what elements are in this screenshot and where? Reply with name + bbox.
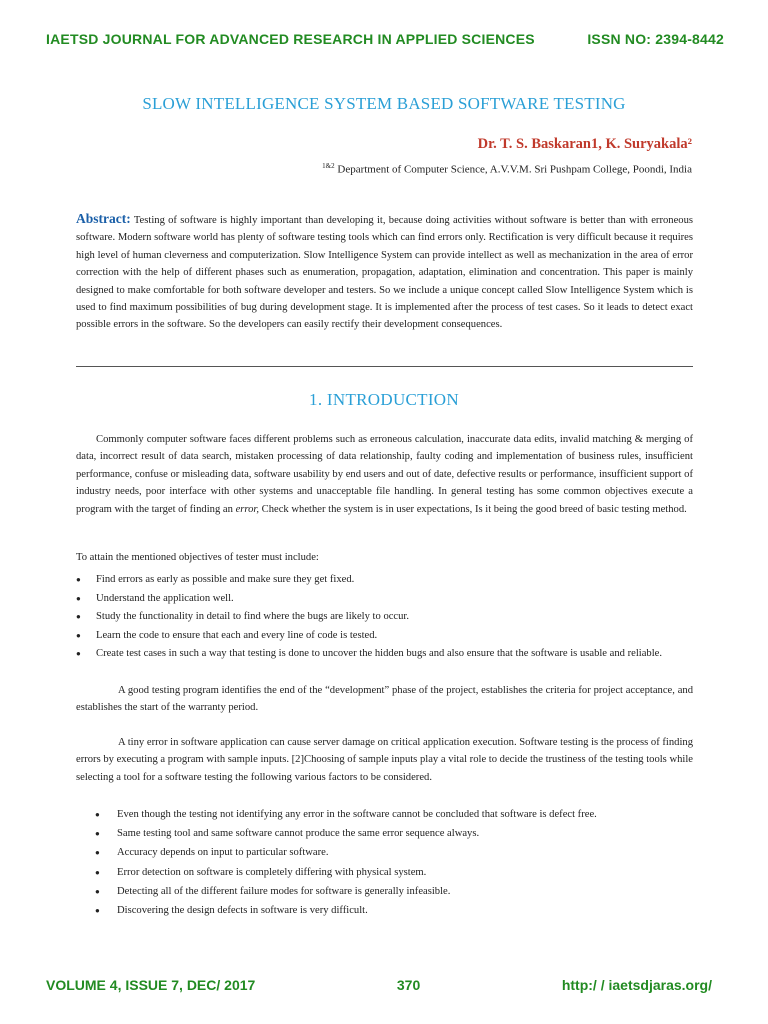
factors-list [95, 805, 693, 920]
abstract [76, 210, 693, 334]
intro-paragraph-3: A tiny error in software application can cause server damage on critical application execution. Software testing is the process of finding errors by executing a program with sample inputs. [2]Choosing of sample inputs play a vital role to decide the trustiness of the testing tools while selecting a tool for a software testing the following various factors to be considered. [76, 737, 693, 783]
objectives-list [76, 571, 693, 664]
list-item: ● Discovering the design defects in software is very difficult. [95, 901, 693, 920]
list-item: ● Find errors as early as possible and make sure they get fixed. [76, 571, 693, 590]
list-item: ● Understand the application well. [76, 590, 693, 609]
list-item: ● Error detection on software is completely differing with physical system. [95, 863, 693, 882]
volume-issue: VOLUME 4, ISSUE 7, DEC/ 2017 [46, 977, 256, 993]
abstract-label: Abstract: [76, 211, 131, 226]
page-number: 370 [396, 977, 421, 993]
journal-footer [46, 977, 712, 993]
intro-paragraph-2: A good testing program identifies the end of the “development” phase of the project, establishes the criteria for project acceptance, and establishes the start of the warranty period. [76, 685, 693, 714]
intro-paragraph-1 [76, 431, 693, 518]
affiliation-text: Department of Computer Science, A.V.V.M. Sri Pushpam College, Poondi, India [337, 163, 692, 176]
list-item: ● Learn the code to ensure that each and every line of code is tested. [76, 627, 693, 646]
intro-paragraph-1-text: Commonly computer software faces different problems such as erroneous calculation, inaccurate data edits, invalid matching & merging of data, incorrect result of data search, mistaken processing of data relationship, faulty coding and implementation of business rules, insufficient performance, confuse or misleading data, software usability by end users and out of date, defective results or performance, insufficient support of industry needs, poor interface with other systems and unacceptable file handling. In general testing has some common objectives execute a program with the target of finding an [76, 434, 693, 515]
list-item: ● Create test cases in such a way that testing is done to uncover the hidden bugs and also ensure that the software is usable and reliable. [76, 645, 693, 664]
list-item: ● Detecting all of the different failure modes for software is generally infeasible. [95, 882, 693, 901]
list-item: ● Study the functionality in detail to find where the bugs are likely to occur. [76, 608, 693, 627]
intro-italic-error: error, [235, 503, 260, 515]
journal-name: IAETSD JOURNAL FOR ADVANCED RESEARCH IN APPLIED SCIENCES [46, 31, 535, 47]
issn-number: ISSN NO: 2394-8442 [587, 31, 724, 47]
author-affiliation [322, 162, 692, 176]
section-divider [76, 366, 693, 367]
abstract-text: Testing of software is highly important than developing it, because doing activities without software is better than with erroneous software. Modern software world has plenty of software testing tools which can find errors only. Rectification is very difficult because it requires high level of human cleverness and computerization. Slow Intelligence System can provide intellect as well as mechanization in the area of error correction with the help of different phases such as enumeration, propagation, adaptation, elimination and concentration. This paper is mainly designed to make comfortable for both software developer and testers. So we include a unique concept called Slow Intelligence System which is used to find maximum possibilities of bug during development stage. It is implemented after the process of test cases. So it leads to detect exact possible errors in the software. So the developers can easily rectify their development consequences. [76, 215, 693, 331]
intro-paragraph-1-end: Check whether the system is in user expectations, Is it being the good breed of basic testing method. [259, 503, 687, 515]
section-heading-introduction: 1. INTRODUCTION [309, 390, 459, 409]
list-item: ● Same testing tool and same software cannot produce the same error sequence always. [95, 824, 693, 843]
list-item: ● Accuracy depends on input to particular software. [95, 843, 693, 862]
objectives-intro: To attain the mentioned objectives of tester must include: [76, 552, 319, 563]
journal-url: http:/ / iaetsdjaras.org/ [561, 977, 712, 993]
journal-header [46, 31, 724, 47]
list-item: ● Even though the testing not identifying any error in the software cannot be concluded that software is defect free. [95, 805, 693, 824]
paper-title: SLOW INTELLIGENCE SYSTEM BASED SOFTWARE TESTING [142, 94, 626, 113]
paper-authors: Dr. T. S. Baskaran1, K. Suryakala² [477, 136, 692, 152]
affiliation-marker: 1&2 [322, 162, 335, 170]
